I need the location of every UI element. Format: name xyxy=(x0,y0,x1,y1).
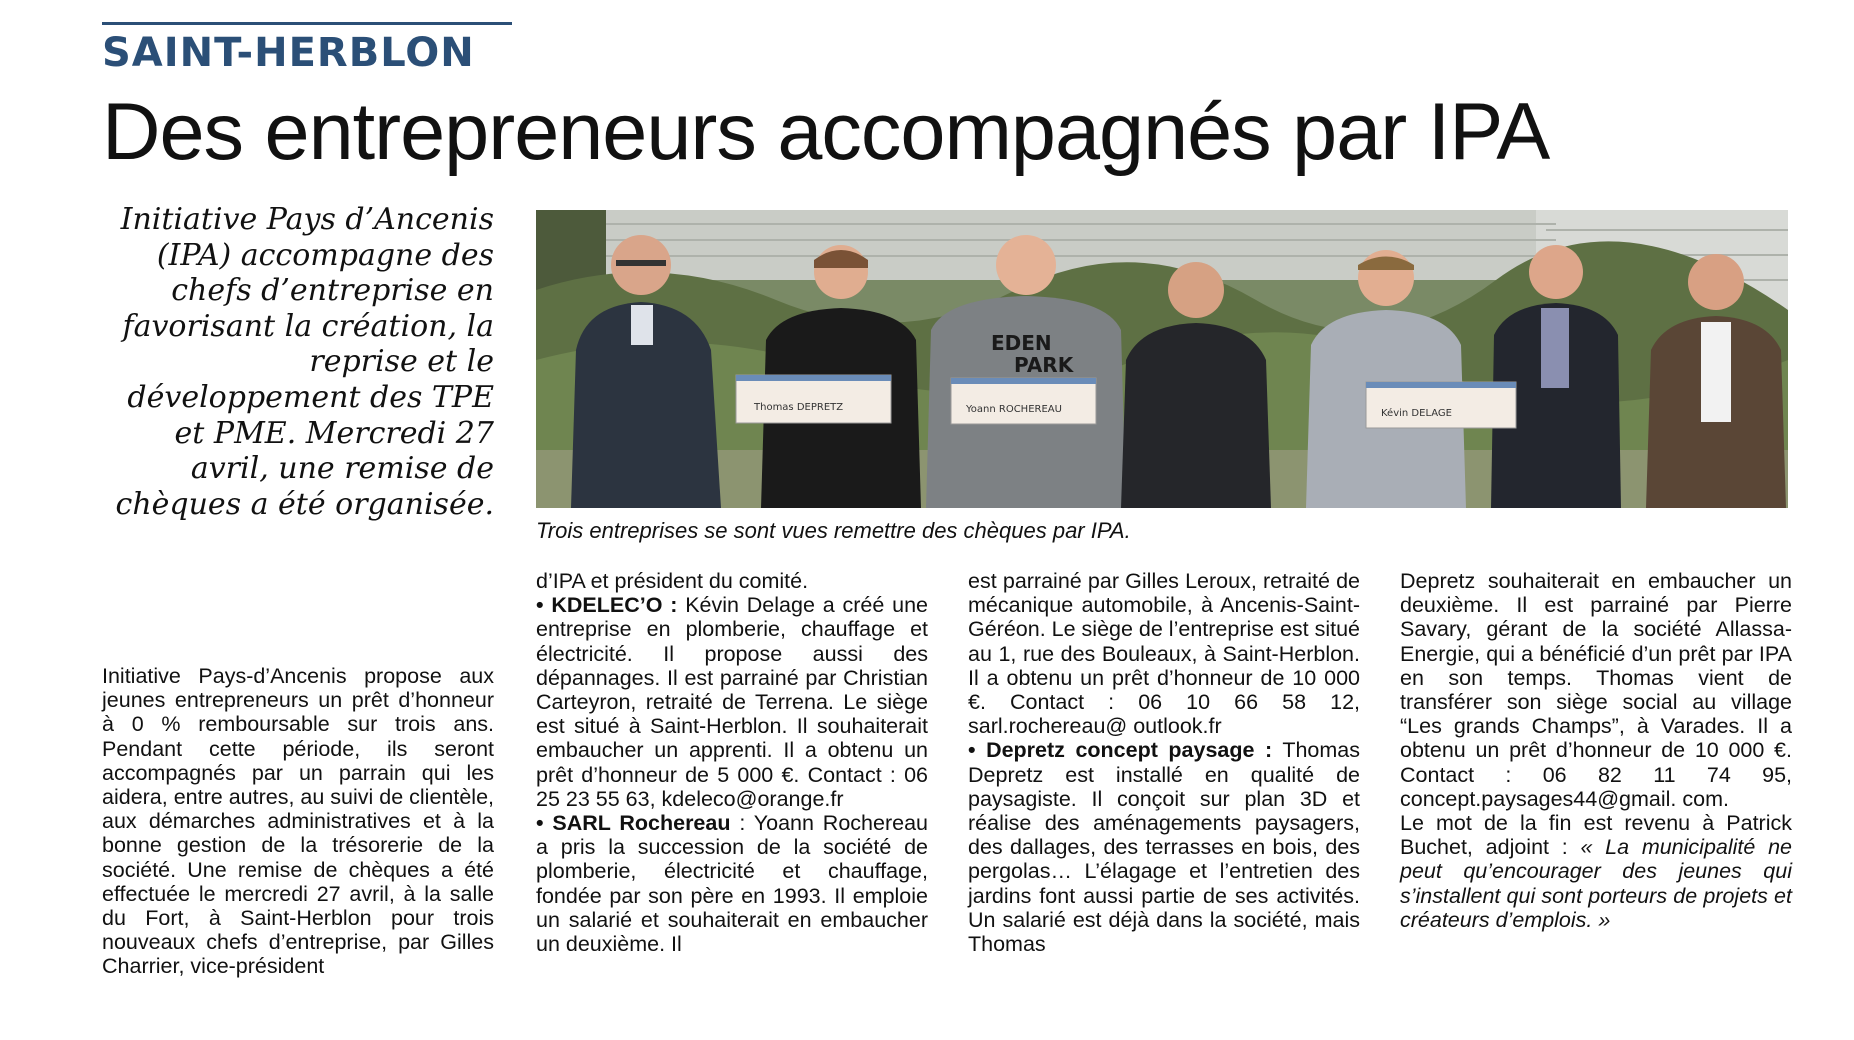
section-rule xyxy=(102,22,512,25)
entry-kdeleco-name: • KDELEC’O : xyxy=(536,593,678,618)
body-paragraph-intro: Initiative Pays-d’Ancenis propose aux jeunes entrepreneurs un prêt d’honneur à 0 % remboursable sur trois ans. Pendant cette période, ils seront accompagnés par un parrain qui les aidera, entre autres, au suivi de clientèle, aux démarches administratives et à la bonne gestion de la trésorerie de la société. Une remise de chèques a été effectuée le mercredi 27 avril, à la salle du Fort, à Saint-Herblon pour trois nouveaux chefs d’entreprise, par Gilles Charrier, vice-président xyxy=(102,664,495,979)
cheque-2 xyxy=(951,378,1096,424)
photo-caption: Trois entreprises se sont vues remettre des chèques par IPA. xyxy=(536,518,1131,543)
cheque-3 xyxy=(1366,382,1516,428)
cheque-2-name: Yoann ROCHEREAU xyxy=(966,404,1062,415)
entry-depretz-text: Thomas Depretz est installé en qualité de paysagiste. Il conçoit sur plan 3D et réalise des aménagements paysagers, des dallages, des terrasses en bois, des pergolas… L’élagage et l’entretien des jardins font aussi partie de ses activités. Un salarié est déjà dans la société, mais Thomas xyxy=(968,738,1361,957)
closing-paragraph xyxy=(1400,811,1792,932)
cheque-1-name: Thomas DEPRETZ xyxy=(754,402,844,413)
entry-kdeleco-text: Kévin Delage a créé une entreprise en plomberie, chauffage et électricité. Il propose aussi des dépannages. Il est parrainé par Christian Carteyron, retraité de Terrena. Le siège est situé à Saint-Herblon. Il souhaiterait embaucher un apprenti. Il a obtenu un prêt d’honneur de 5 000 €. Contact : 06 25 23 55 63, kdeleco@orange.fr xyxy=(536,593,928,811)
entry-sarl-rochereau xyxy=(536,811,928,956)
closing-intro: Le mot de la fin est revenu à Patrick Buchet, adjoint : xyxy=(1400,811,1792,860)
entry-sarl-rochereau-name: • SARL Rochereau xyxy=(536,811,731,836)
article-standfirst: Initiative Pays d’Ancenis (IPA) accompagne des chefs d’entreprise en favorisant la création, la reprise et le développement des TPE et PME. Mercredi 27 avril, une remise de chèques a été organisée. xyxy=(115,202,494,522)
section-label: SAINT-HERBLON xyxy=(102,30,475,76)
body-column-3 xyxy=(968,569,1360,956)
cheque-3-name: Kévin DELAGE xyxy=(1381,408,1452,419)
body-paragraph-continued: d’IPA et président du comité. xyxy=(536,569,809,593)
body-paragraph-depretz-continued: Depretz souhaiterait en embaucher un deuxième. Il est parrainé par Pierre Savary, gérant de la société Allassa-Energie, qui a bénéficié d’un prêt par IPA en son temps. Thomas vient de transférer son siège social au village “Les grands Champs”, à Varades. Il a obtenu un prêt d’honneur de 10 000 €. Contact : 06 82 11 74 95, concept.paysages44@gmail. com. xyxy=(1400,569,1792,811)
body-paragraph-rochereau-continued: est parrainé par Gilles Leroux, retraité de mécanique automobile, à Ancenis-Saint-Géréon. Le siège de l’entreprise est situé au 1, rue des Bouleaux, à Saint-Herblon. Il a obtenu un prêt d’honneur de 10 000 €. Contact : 06 10 66 58 12, sarl.rochereau@ outlook.fr xyxy=(968,569,1361,739)
shirt-text-eden: EDEN xyxy=(991,331,1052,355)
closing-quote: « La municipalité ne peut qu’encourager des jeunes qui s’installent qui sont porteurs de projets et créateurs d’emplois. » xyxy=(1400,835,1792,932)
body-column-2 xyxy=(536,569,928,956)
article-photo xyxy=(536,210,1788,508)
body-column-1 xyxy=(102,664,494,979)
entry-kdeleco xyxy=(536,593,928,811)
body-column-4 xyxy=(1400,569,1792,932)
cheque-1 xyxy=(736,375,891,423)
entry-depretz-name: • Depretz concept paysage : xyxy=(968,738,1273,763)
shirt-text-park: PARK xyxy=(1014,353,1074,377)
entry-sarl-rochereau-text: : Yoann Rochereau a pris la succession de la société de plomberie, électricité et chauffage, fondée par son père en 1993. Il emploie un salarié et souhaiterait en embaucher un deuxième. Il xyxy=(536,811,928,957)
entry-depretz xyxy=(968,738,1360,956)
group-photo-illustration xyxy=(536,210,1788,508)
article-headline: Des entrepreneurs accompagnés par IPA xyxy=(102,87,1550,177)
